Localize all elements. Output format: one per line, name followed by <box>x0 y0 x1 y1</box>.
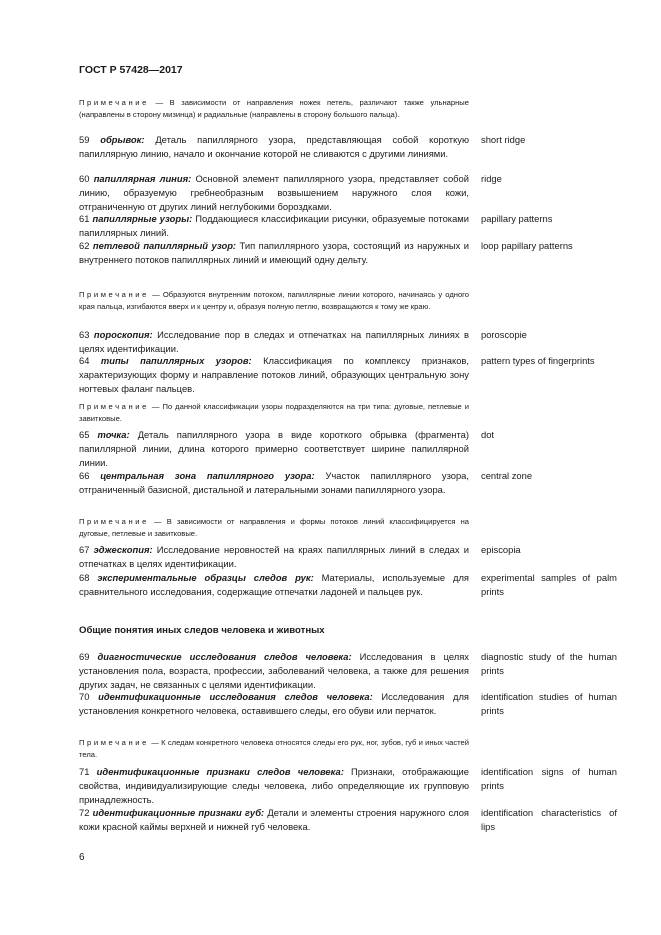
term-number: 59 <box>79 134 90 145</box>
section-title: Общие понятия иных следов человека и животных <box>79 625 325 636</box>
note <box>79 516 469 539</box>
note-label: Примечание <box>79 98 149 107</box>
term-name: диагностические исследования следов человека: <box>97 651 352 662</box>
term-entry-61 <box>79 212 469 240</box>
term-entry-66 <box>79 469 469 497</box>
term-english: identification signs of human prints <box>481 766 617 791</box>
note <box>79 401 469 424</box>
term-number: 65 <box>79 429 90 440</box>
term-entry-70 <box>79 690 469 718</box>
note-label: Примечание <box>79 738 149 747</box>
note-text: — По данной классификации узоры подразделяются на три типа: дуговые, петлевые и завитковые. <box>79 402 469 423</box>
term-name: эджескопия: <box>93 544 153 555</box>
note <box>79 289 469 312</box>
term-name: идентификационные признаки следов человека: <box>96 766 344 777</box>
term-name: петлевой папиллярный узор: <box>92 240 237 251</box>
term-entry-62 <box>79 239 469 267</box>
term-entry-67 <box>79 543 469 571</box>
term-entry-60 <box>79 172 469 214</box>
term-english: identification studies of human prints <box>481 691 617 716</box>
term-definition: Деталь папиллярного узора, представляющая собой короткую папиллярную линию, начало и окончание которой не сливаются с другими линиями. <box>79 134 469 159</box>
term-entry-59 <box>79 133 469 161</box>
note-label: Примечание <box>79 290 149 299</box>
term-english: poroscopie <box>481 329 527 340</box>
note <box>79 97 469 120</box>
note-text: — Образуются внутренним потоком, папиллярные линии которого, начинаясь у одного края пальца, изгибаются вверх и к центру и, образуя полную петлю, возвращаются к тому же краю. <box>79 290 469 311</box>
term-english: short ridge <box>481 134 526 145</box>
note-text: — В зависимости от направления ножек петель, различают также ульнарные (направлены в сторону мизинца) и радиальные (направлены в сторону большого пальца). <box>79 98 469 119</box>
term-name: экспериментальные образцы следов рук: <box>97 572 314 583</box>
term-english: pattern types of fingerprints <box>481 355 595 366</box>
term-number: 64 <box>79 355 90 366</box>
term-english: papillary patterns <box>481 213 553 224</box>
note-label: Примечание <box>79 402 149 411</box>
term-english: loop papillary patterns <box>481 240 573 251</box>
term-entry-65 <box>79 428 469 470</box>
term-number: 70 <box>79 691 90 702</box>
term-name: точка: <box>97 429 130 440</box>
page-number: 6 <box>79 852 85 863</box>
term-english: diagnostic study of the human prints <box>481 651 617 676</box>
term-definition: Тип папиллярного узора, состоящий из наружных и внутреннего потоков папиллярных линий и имеющий одну дельту. <box>79 240 469 265</box>
term-number: 67 <box>79 544 90 555</box>
term-entry-71 <box>79 765 469 807</box>
term-definition: Классификация по комплексу признаков, характеризующих форму и направление потоков линий, образующих центральную зону ногтевых фаланг пальцев. <box>79 355 470 394</box>
term-number: 68 <box>79 572 90 583</box>
term-number: 60 <box>79 173 90 184</box>
term-name: папиллярные узоры: <box>92 213 193 224</box>
term-definition: Исследование пор в следах и отпечатках на папиллярных линиях в целях идентификации. <box>79 329 470 354</box>
term-entry-63 <box>79 328 469 356</box>
note-text: — В зависимости от направления и формы потоков линий классифицируется на дуговые, петлевые и завитковые. <box>79 517 469 538</box>
term-number: 72 <box>79 807 90 818</box>
term-name: идентификационные признаки губ: <box>92 807 265 818</box>
note <box>79 737 469 760</box>
term-entry-64 <box>79 354 469 396</box>
note-text: — К следам конкретного человека относятся следы его рук, ног, зубов, губ и иных частей тела. <box>79 738 469 759</box>
term-number: 63 <box>79 329 90 340</box>
term-number: 66 <box>79 470 90 481</box>
term-english: central zone <box>481 470 533 481</box>
term-definition: Исследование неровностей на краях папиллярных линий в следах и отпечатках в целях идентификации. <box>79 544 470 569</box>
term-name: папиллярная линия: <box>93 173 192 184</box>
term-entry-68 <box>79 571 469 599</box>
term-definition: Исследования для установления конкретного человека, оставившего следы, его обуви или перчаток. <box>79 691 469 716</box>
term-definition: Детали и элементы строения наружного слоя кожи красной каймы верхней и нижней губ человека. <box>79 807 470 832</box>
term-english: ridge <box>481 173 502 184</box>
term-entry-72 <box>79 806 469 834</box>
term-name: типы папиллярных узоров: <box>100 355 252 366</box>
term-definition: Участок папиллярного узора, отграниченный базисной, дистальной и латеральными зонами папиллярного узора. <box>79 470 470 495</box>
term-definition: Материалы, используемые для сравнительного исследования, содержащие отпечатки ладоней и пальцев рук. <box>79 572 469 597</box>
term-definition: Поддающиеся классификации рисунки, образуемые потоками папиллярных линий. <box>79 213 469 238</box>
term-name: пороскопия: <box>93 329 153 340</box>
term-english: identification characteristics of lips <box>481 807 617 832</box>
term-english: episcopia <box>481 544 521 555</box>
term-entry-69 <box>79 650 469 692</box>
term-definition: Признаки, отображающие свойства, индивидуализирующие следы человека, либо определяющие их групповую принадлежность. <box>79 766 470 805</box>
term-number: 71 <box>79 766 90 777</box>
term-english: experimental samples of palm prints <box>481 572 617 597</box>
term-name: идентификационные исследования следов человека: <box>98 691 373 702</box>
term-definition: Исследования в целях установления пола, возраста, профессии, заболеваний человека, а также для решения других задач, не связанных с целями идентификации. <box>79 651 469 690</box>
term-definition: Деталь папиллярного узора в виде короткого обрывка (фрагмента) папиллярной линии, длина которого примерно соответствует ширине папиллярной линии. <box>79 429 469 468</box>
note-label: Примечание <box>79 517 149 526</box>
term-english: dot <box>481 429 495 440</box>
term-name: центральная зона папиллярного узора: <box>100 470 315 481</box>
term-number: 62 <box>79 240 90 251</box>
document-header: ГОСТ Р 57428—2017 <box>79 64 183 76</box>
term-number: 69 <box>79 651 90 662</box>
term-number: 61 <box>79 213 90 224</box>
term-definition: Основной элемент папиллярного узора, представляет собой линию, образуемую гребнеобразным возвышением наружного слоя кожи, отграниченную от других линий неглубокими бороздками. <box>79 173 469 212</box>
term-name: обрывок: <box>100 134 145 145</box>
